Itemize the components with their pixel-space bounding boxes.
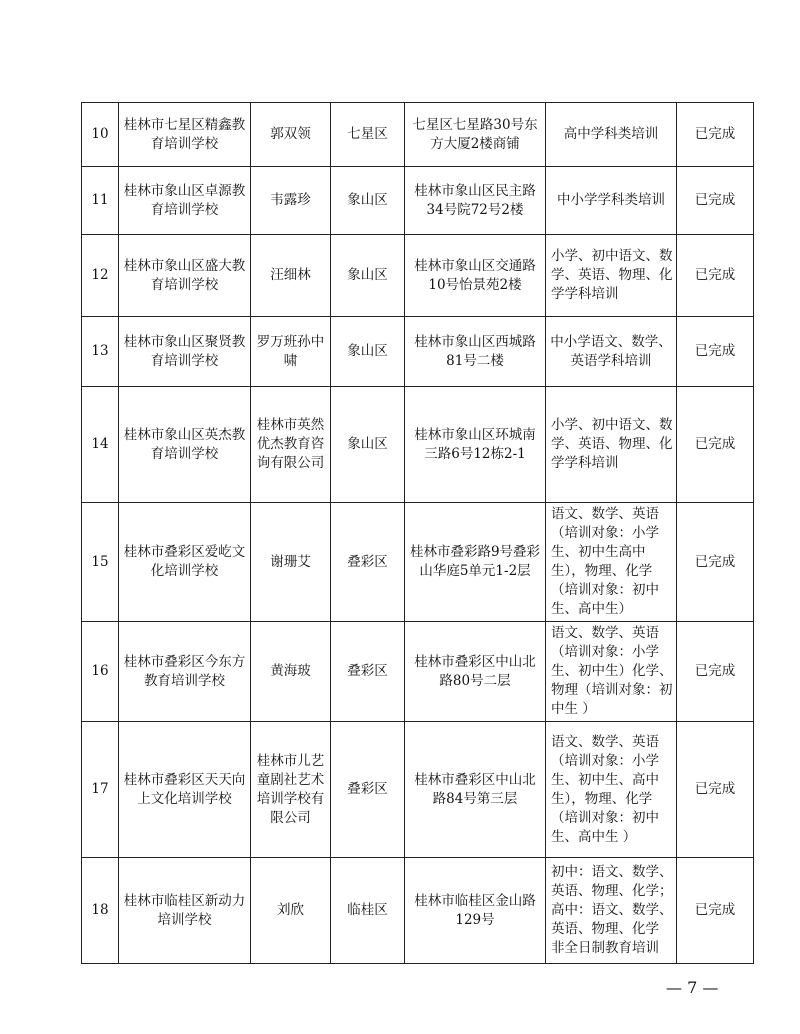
table-row [82, 235, 754, 317]
status: 已完成 [677, 622, 754, 722]
status: 已完成 [677, 387, 754, 503]
row-number: 13 [82, 317, 119, 387]
status: 已完成 [677, 858, 754, 964]
row-number: 11 [82, 167, 119, 235]
status: 已完成 [677, 503, 754, 622]
training-scope: 中小学语文、数学、英语学科培训 [546, 317, 677, 387]
status: 已完成 [677, 235, 754, 317]
school-name: 桂林市叠彩区今东方教育培训学校 [119, 622, 251, 722]
legal-person: 韦露珍 [251, 167, 331, 235]
address: 桂林市象山区交通路10号怡景苑2楼 [405, 235, 546, 317]
table-row [82, 103, 754, 167]
registration-table [81, 102, 754, 964]
address: 桂林市叠彩路9号叠彩山华庭5单元1-2层 [405, 503, 546, 622]
district: 叠彩区 [331, 503, 405, 622]
row-number: 16 [82, 622, 119, 722]
address: 桂林市象山区民主路34号院72号2楼 [405, 167, 546, 235]
table-row [82, 858, 754, 964]
row-number: 12 [82, 235, 119, 317]
district: 叠彩区 [331, 722, 405, 858]
row-number: 17 [82, 722, 119, 858]
district: 临桂区 [331, 858, 405, 964]
table-row [82, 167, 754, 235]
legal-person: 刘欣 [251, 858, 331, 964]
district: 象山区 [331, 167, 405, 235]
training-scope: 小学、初中语文、数学、英语、物理、化学学科培训 [546, 387, 677, 503]
school-name: 桂林市象山区英杰教育培训学校 [119, 387, 251, 503]
address: 桂林市临桂区金山路129号 [405, 858, 546, 964]
legal-person: 谢珊艾 [251, 503, 331, 622]
training-scope: 初中：语文、数学、英语、物理、化学；高中：语文、数学、英语、物理、化学 非全日制教育培训 [546, 858, 677, 964]
school-name: 桂林市象山区卓源教育培训学校 [119, 167, 251, 235]
training-scope: 高中学科类培训 [546, 103, 677, 167]
status: 已完成 [677, 317, 754, 387]
status: 已完成 [677, 722, 754, 858]
table-row [82, 317, 754, 387]
district: 象山区 [331, 387, 405, 503]
school-name: 桂林市象山区盛大教育培训学校 [119, 235, 251, 317]
training-scope: 中小学学科类培训 [546, 167, 677, 235]
school-name: 桂林市叠彩区爱屹文化培训学校 [119, 503, 251, 622]
school-name: 桂林市叠彩区天天向上文化培训学校 [119, 722, 251, 858]
address: 七星区七星路30号东方大厦2楼商铺 [405, 103, 546, 167]
status: 已完成 [677, 103, 754, 167]
row-number: 15 [82, 503, 119, 622]
legal-person: 汪细林 [251, 235, 331, 317]
table-row [82, 503, 754, 622]
school-name: 桂林市七星区精鑫教育培训学校 [119, 103, 251, 167]
school-name: 桂林市象山区聚贤教育培训学校 [119, 317, 251, 387]
training-scope: 小学、初中语文、数学、英语、物理、化学学科培训 [546, 235, 677, 317]
district: 叠彩区 [331, 622, 405, 722]
address: 桂林市象山区西城路81号二楼 [405, 317, 546, 387]
row-number: 10 [82, 103, 119, 167]
row-number: 14 [82, 387, 119, 503]
address: 桂林市叠彩区中山北路80号二层 [405, 622, 546, 722]
table-row [82, 722, 754, 858]
district: 七星区 [331, 103, 405, 167]
legal-person: 桂林市儿艺童剧社艺术培训学校有限公司 [251, 722, 331, 858]
status: 已完成 [677, 167, 754, 235]
training-scope: 语文、数学、英语（培训对象：小学生、初中生高中生），物理、化学（培训对象：初中生、高中生） [546, 503, 677, 622]
table-row [82, 387, 754, 503]
page-number: — 7 — [666, 978, 719, 997]
address: 桂林市象山区环城南三路6号12栋2-1 [405, 387, 546, 503]
legal-person: 郭双领 [251, 103, 331, 167]
row-number: 18 [82, 858, 119, 964]
legal-person: 罗万班孙中啸 [251, 317, 331, 387]
legal-person: 桂林市英然优杰教育咨询有限公司 [251, 387, 331, 503]
table-row [82, 622, 754, 722]
school-name: 桂林市临桂区新动力培训学校 [119, 858, 251, 964]
training-scope: 语文、数学、英语（培训对象：小学生、初中生、高中生），物理、化学（培训对象：初中生、高中生 ） [546, 722, 677, 858]
district: 象山区 [331, 317, 405, 387]
district: 象山区 [331, 235, 405, 317]
address: 桂林市叠彩区中山北路84号第三层 [405, 722, 546, 858]
training-scope: 语文、数学、英语（培训对象：小学生、初中生）化学、物理（培训对象：初中生 ） [546, 622, 677, 722]
legal-person: 黄海玻 [251, 622, 331, 722]
